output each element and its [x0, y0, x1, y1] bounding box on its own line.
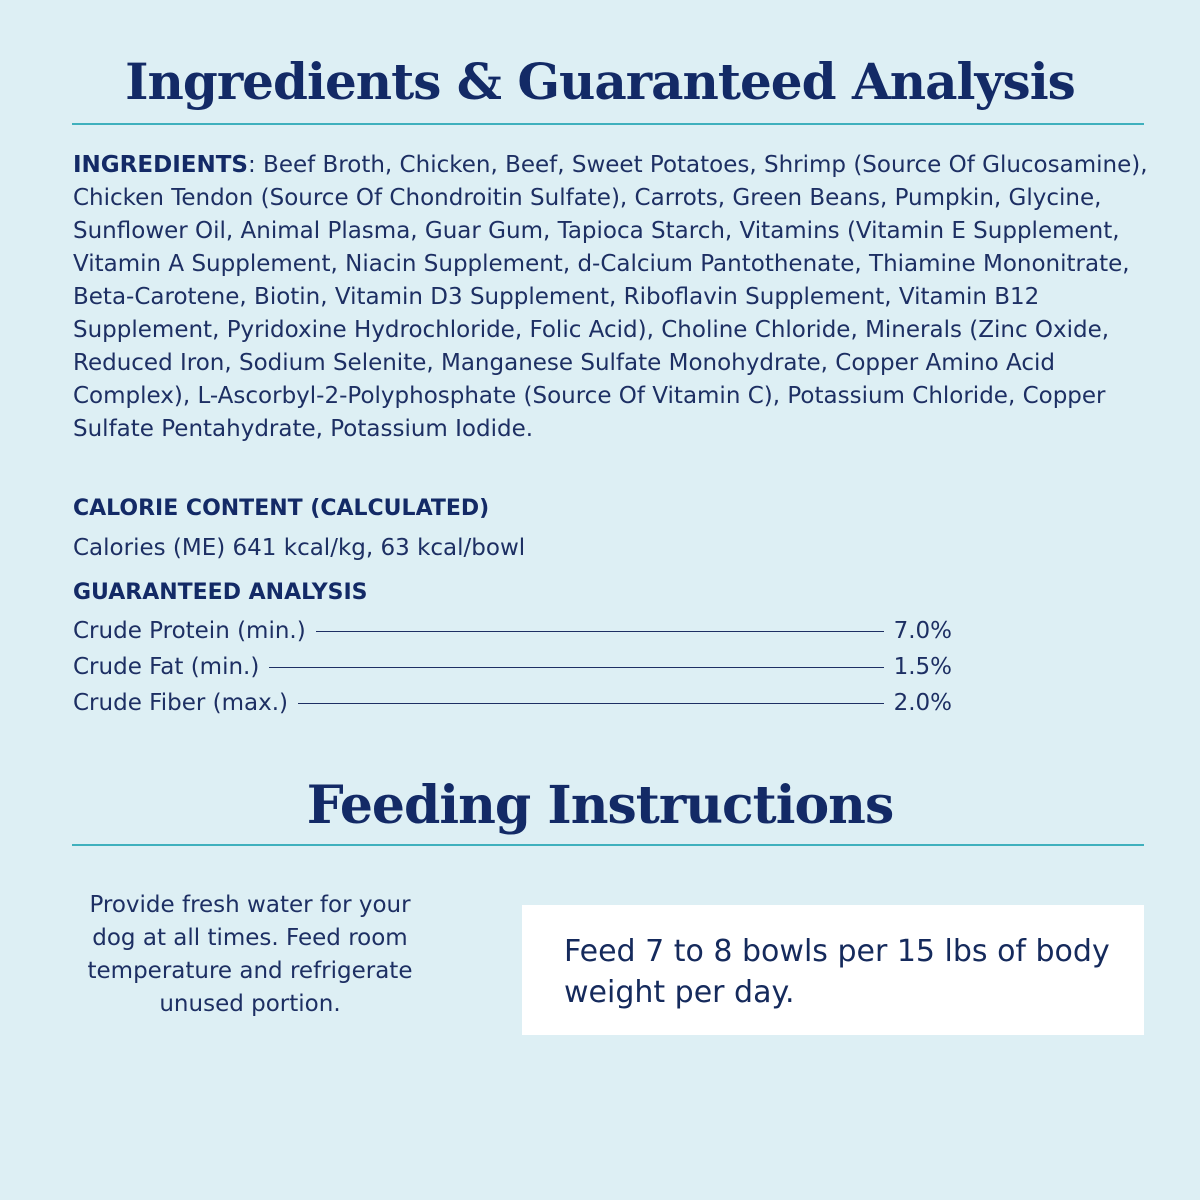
analysis-value: 2.0%: [893, 690, 952, 716]
analysis-label: Crude Fat (min.): [73, 654, 260, 680]
analysis-row: [73, 649, 952, 685]
feeding-title: Feeding Instructions: [306, 775, 894, 836]
analysis-row: [73, 685, 952, 721]
feeding-rate-box: [522, 905, 1144, 1035]
ingredients-paragraph: [73, 149, 1158, 446]
analysis-label: Crude Protein (min.): [73, 618, 306, 644]
leader-line: [316, 631, 884, 632]
leader-line: [269, 667, 883, 668]
feeding-note: Provide fresh water for your dog at all times. Feed room temperature and refrigerate unused portion.: [87, 892, 413, 1017]
feeding-divider: [72, 844, 1144, 846]
analysis-row: [73, 613, 952, 649]
ingredients-label: INGREDIENTS: [73, 152, 248, 178]
analysis-value: 7.0%: [893, 618, 952, 644]
feeding-rate-text: Feed 7 to 8 bowls per 15 lbs of body weight per day.: [564, 934, 1110, 1010]
analysis-label: Crude Fiber (max.): [73, 690, 288, 716]
leader-line: [298, 703, 884, 704]
ingredients-text: : Beef Broth, Chicken, Beef, Sweet Potatoes, Shrimp (Source Of Glucosamine), Chicken Tendon (Source Of Chondroitin Sulfate), Carrots, Green Beans, Pumpkin, Glycine, Sunflower Oil, Animal Plasma, Guar Gum, Tapioca Starch, Vitamins (Vitamin E Supplement, Vitamin A Supplement, Niacin Supplement, d-Calcium Pantothenate, Thiamine Mononitrate, Beta-Carotene, Biotin, Vitamin D3 Supplement, Riboflavin Supplement, Vitamin B12 Supplement, Pyridoxine Hydrochloride, Folic Acid), Choline Chloride, Minerals (Zinc Oxide, Reduced Iron, Sodium Selenite, Manganese Sulfate Monohydrate, Copper Amino Acid Complex), L-Ascorbyl-2-Polyphosphate (Source Of Vitamin C), Potassium Chloride, Copper Sulfate Pentahydrate, Potassium Iodide.: [73, 152, 1148, 442]
analysis-value: 1.5%: [893, 654, 952, 680]
calorie-text: Calories (ME) 641 kcal/kg, 63 kcal/bowl: [73, 535, 526, 561]
page-title: Ingredients & Guaranteed Analysis: [125, 52, 1075, 111]
calorie-heading: CALORIE CONTENT (CALCULATED): [73, 496, 490, 521]
analysis-heading: GUARANTEED ANALYSIS: [73, 580, 368, 605]
title-divider: [72, 123, 1144, 125]
